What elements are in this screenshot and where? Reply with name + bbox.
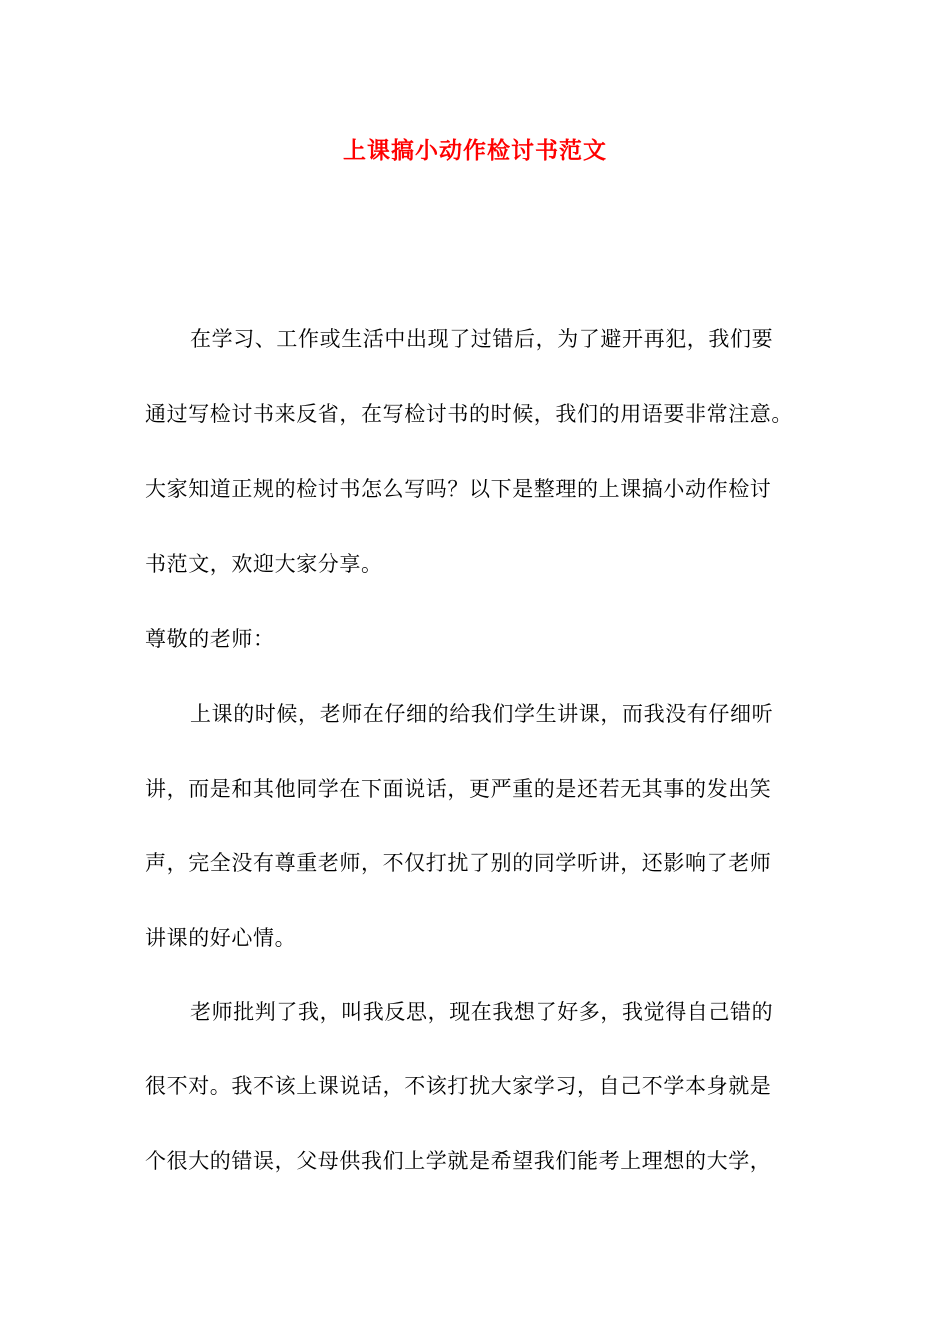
paragraph-line: 声，完全没有尊重老师，不仅打扰了别的同学听讲，还影响了老师: [145, 851, 772, 875]
paragraph-line: 书范文，欢迎大家分享。: [145, 552, 383, 576]
paragraph-line: 个很大的错误，父母供我们上学就是希望我们能考上理想的大学，: [145, 1149, 772, 1173]
paragraph-line: 很不对。我不该上课说话，不该打扰大家学习，自己不学本身就是: [145, 1074, 772, 1098]
paragraph-line: 讲，而是和其他同学在下面说话，更严重的是还若无其事的发出笑: [145, 777, 772, 801]
paragraph-line: 大家知道正规的检讨书怎么写吗？以下是整理的上课搞小动作检讨: [145, 477, 772, 501]
paragraph-line: 讲课的好心情。: [145, 926, 297, 950]
document-title: 上课搞小动作检讨书范文: [343, 137, 607, 164]
paragraph-line: 上课的时候，老师在仔细的给我们学生讲课，而我没有仔细听: [190, 702, 774, 726]
paragraph-line: 在学习、工作或生活中出现了过错后，为了避开再犯，我们要: [190, 327, 774, 351]
paragraph-line: 通过写检讨书来反省，在写检讨书的时候，我们的用语要非常注意。: [145, 402, 793, 426]
paragraph-line: 老师批判了我，叫我反思，现在我想了好多，我觉得自己错的: [190, 1000, 774, 1024]
salutation: 尊敬的老师：: [145, 627, 275, 651]
